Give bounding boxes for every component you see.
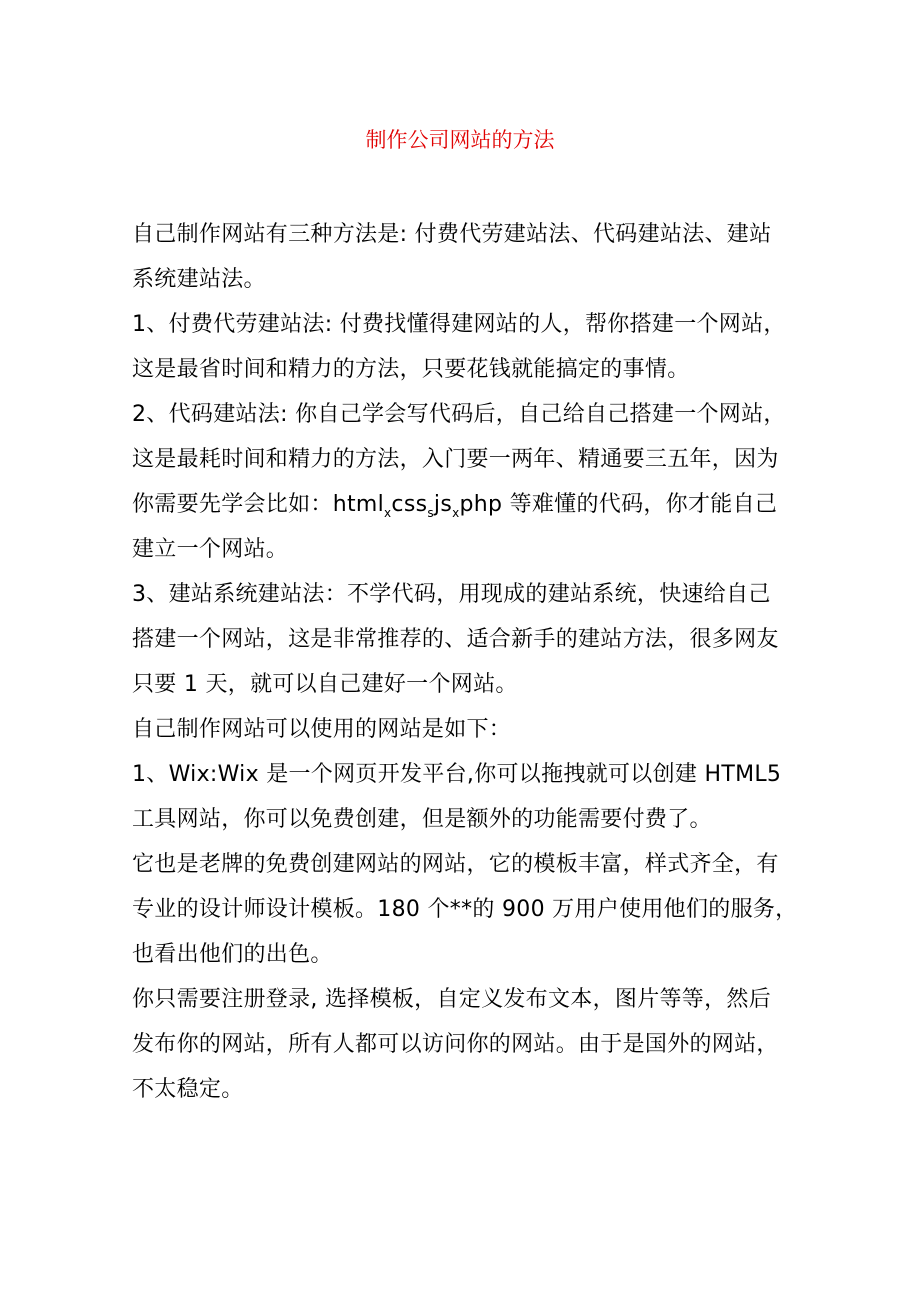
text-line: 建立一个网站。 [132, 537, 289, 562]
text-line: 只要 1 天，就可以自己建好一个网站。 [132, 672, 518, 697]
paragraph-wix-details [132, 842, 800, 977]
text-line: 发布你的网站，所有人都可以访问你的网站。由于是国外的网站， [132, 1032, 779, 1057]
text-line: 不太稳定。 [132, 1077, 244, 1102]
paragraph-intro [132, 212, 800, 302]
text-line: 也看出他们的出色。 [132, 942, 333, 967]
tech-list-line [132, 482, 800, 527]
tech-sep: x [384, 506, 392, 520]
text-line: 1、Wix:Wix 是一个网页开发平台,你可以拖拽就可以创建 HTML5 [132, 762, 782, 787]
tech-suffix: 等难懂的代码，你才能自己 [502, 492, 778, 517]
text-line: 系统建站法。 [132, 267, 266, 292]
paragraph-method-3 [132, 572, 800, 707]
text-line: 你只需要注册登录, 选择模板，自定义发布文本，图片等等，然后 [132, 987, 771, 1012]
text-line: 这是最耗时间和精力的方法，入门要一两年、精通要三五年，因为 [132, 447, 779, 472]
text-line: 工具网站，你可以免费创建，但是额外的功能需要付费了。 [132, 807, 712, 832]
text-line: 自己制作网站可以使用的网站是如下： [132, 717, 512, 742]
tech-sep: x [452, 506, 460, 520]
paragraph-wix [132, 752, 800, 842]
text-line: 1、付费代劳建站法: 付费找懂得建网站的人，帮你搭建一个网站， [132, 312, 786, 337]
tech-php: php [459, 492, 503, 517]
document-body [132, 212, 800, 1112]
tech-sep: s [427, 506, 434, 520]
text-line: 它也是老牌的免费创建网站的网站，它的模板丰富，样式齐全，有 [132, 852, 779, 877]
document-title: 制作公司网站的方法 [365, 128, 555, 152]
paragraph-method-2 [132, 392, 800, 572]
tech-html: html [332, 492, 385, 517]
text-line: 这是最省时间和精力的方法，只要花钱就能搞定的事情。 [132, 357, 690, 382]
text-line: 自己制作网站有三种方法是: 付费代劳建站法、代码建站法、建站 [132, 222, 772, 247]
tech-css: css [391, 492, 428, 517]
text-line: 搭建一个网站，这是非常推荐的、适合新手的建站方法，很多网友 [132, 627, 779, 652]
text-line: 2、代码建站法: 你自己学会写代码后，自己给自己搭建一个网站， [132, 402, 786, 427]
tech-js: js [433, 492, 453, 517]
paragraph-method-1 [132, 302, 800, 392]
text-line: 3、建站系统建站法：不学代码，用现成的建站系统，快速给自己 [132, 582, 771, 607]
text-line: 专业的设计师设计模板。180 个**的 900 万用户使用他们的服务， [132, 897, 798, 922]
paragraph-wix-usage [132, 977, 800, 1112]
tech-prefix: 你需要先学会比如： [132, 492, 333, 517]
paragraph-sites-intro [132, 707, 800, 752]
